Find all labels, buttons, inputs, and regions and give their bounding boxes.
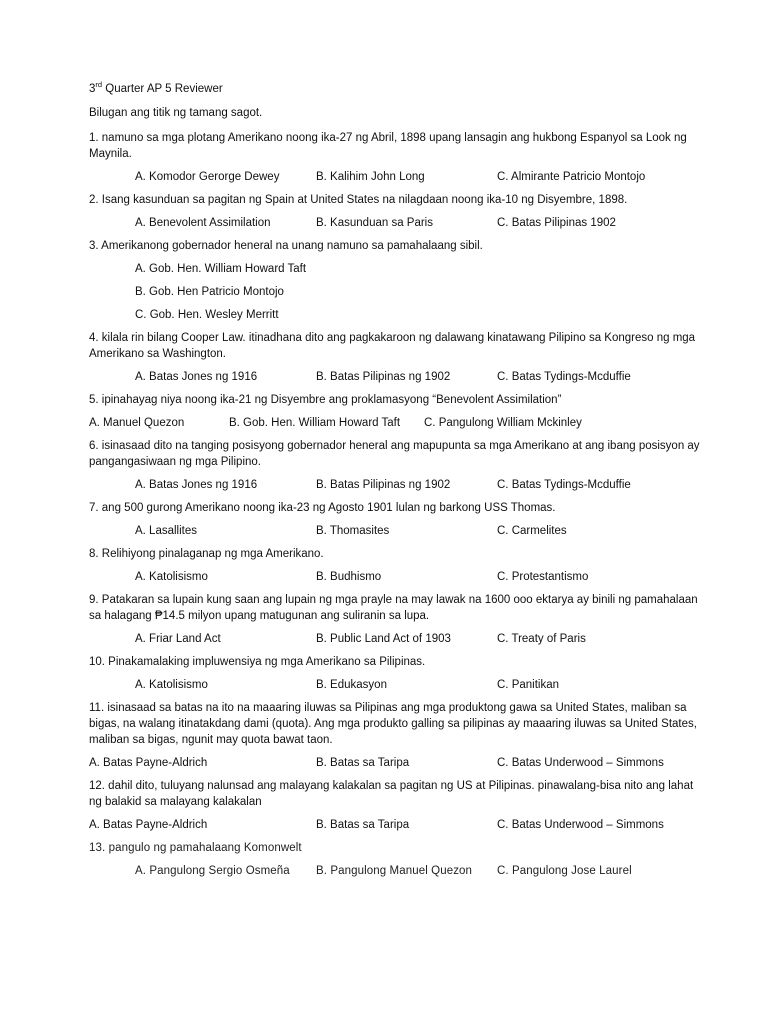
instructions: Bilugan ang titik ng tamang sagot. [89,106,263,119]
option-a: A. Lasallites [135,524,198,537]
option-a: A. Batas Payne-Aldrich [89,756,208,769]
option-c: C. Almirante Patricio Montojo [497,170,646,183]
option-c: C. Batas Pilipinas 1902 [497,216,616,229]
question-11: 11. isinasaad sa batas na ito na maaaring iluwas sa Pilipinas ang mga produktong gawa sa United States, maliban sa bigas, na walang itinatakdang dami (quota). Ang mga produkto galling sa pilipinas ay maaaring iluwas sa United States, maliban sa bigas, ngunit may quota bawat taon. [89,701,697,746]
options-7 [89,523,708,539]
question-1: 1. namuno sa mga plotang Amerikano noong ika-27 ng Abril, 1898 upang lansagin ang hukbong Espanyol sa Look ng Maynila. [89,131,687,160]
option-b: B. Kalihim John Long [316,170,425,183]
question-10: 10. Pinakamalaking impluwensiya ng mga Amerikano sa Pilipinas. [89,655,426,668]
options-6 [89,477,708,493]
option-c: C. Batas Tydings-Mcduffie [497,370,631,383]
question-4: 4. kilala rin bilang Cooper Law. itinadhana dito ang pagkakaroon ng dalawang kinatawang Pilipino sa Kongreso ng mga Amerikano sa Washington. [89,331,696,360]
option-a: A. Batas Payne-Aldrich [89,818,208,831]
option-a: A. Pangulong Sergio Osmeña [135,864,290,877]
options-13 [89,863,708,879]
option-b: B. Batas Pilipinas ng 1902 [316,478,451,491]
option-c: C. Pangulong Jose Laurel [497,864,632,877]
question-3: 3. Amerikanong gobernador heneral na unang namuno sa pamahalaang sibil. [89,239,483,252]
option-a: A. Gob. Hen. William Howard Taft [135,262,307,275]
option-b: B. Public Land Act of 1903 [316,632,451,645]
option-c: C. Batas Tydings-Mcduffie [497,478,631,491]
option-b: B. Batas sa Taripa [316,756,410,769]
option-c: C. Treaty of Paris [497,632,586,645]
option-c: C. Batas Underwood – Simmons [497,756,664,769]
option-a: A. Batas Jones ng 1916 [135,370,258,383]
options-11 [89,755,708,771]
question-2: 2. Isang kasunduan sa pagitan ng Spain at United States na nilagdaan noong ika-10 ng Disyembre, 1898. [89,193,628,206]
question-7: 7. ang 500 gurong Amerikano noong ika-23 ng Agosto 1901 lulan ng barkong USS Thomas. [89,501,556,514]
page-title [89,78,708,96]
options-9 [89,631,708,647]
options-4 [89,369,708,385]
option-b: B. Edukasyon [316,678,387,691]
option-b: B. Batas sa Taripa [316,818,410,831]
option-a: A. Katolisismo [135,570,208,583]
title-text: Quarter AP 5 Reviewer [102,82,223,95]
question-12: 12. dahil dito, tuluyang nalunsad ang malayang kalakalan sa pagitan ng US at Pilipinas. pinawalang-bisa nito ang lahat ng balakid sa malayang kalakalan [89,779,694,808]
option-b: B. Budhismo [316,570,382,583]
option-b: B. Gob. Hen Patricio Montojo [135,285,284,298]
option-a: A. Batas Jones ng 1916 [135,478,258,491]
option-a: A. Komodor Gerorge Dewey [135,170,280,183]
option-c: C. Batas Underwood – Simmons [497,818,664,831]
option-a: A. Manuel Quezon [89,416,185,429]
options-12 [89,817,708,833]
option-b: B. Pangulong Manuel Quezon [316,864,473,877]
option-a: A. Friar Land Act [135,632,221,645]
option-b: B. Gob. Hen. William Howard Taft [229,416,401,429]
question-5: 5. ipinahayag niya noong ika-21 ng Disyembre ang proklamasyong “Benevolent Assimilation” [89,393,562,406]
title-number: 3 [89,82,96,95]
question-6: 6. isinasaad dito na tanging posisyong gobernador heneral ang mapupunta sa mga Amerikano at ang ibang posisyon ay pangangasiwaan ng mga Pilipino. [89,439,700,468]
option-c: C. Carmelites [497,524,567,537]
option-b: B. Kasunduan sa Paris [316,216,433,229]
option-c: C. Panitikan [497,678,560,691]
option-c: C. Protestantismo [497,570,589,583]
option-c: C. Pangulong William Mckinley [424,416,582,429]
title-superscript: rd [95,80,103,89]
options-1 [89,169,708,185]
option-b: B. Thomasites [316,524,390,537]
question-8: 8. Relihiyong pinalaganap ng mga Amerikano. [89,547,324,560]
options-5 [89,415,708,431]
option-a: A. Benevolent Assimilation [135,216,271,229]
option-b: B. Batas Pilipinas ng 1902 [316,370,451,383]
question-13: 13. pangulo ng pamahalaang Komonwelt [89,841,302,854]
options-2 [89,215,708,231]
option-a: A. Katolisismo [135,678,208,691]
options-10 [89,677,708,693]
option-c: C. Gob. Hen. Wesley Merritt [135,308,279,321]
options-8 [89,569,708,585]
question-9: 9. Patakaran sa lupain kung saan ang lupain ng mga prayle na may lawak na 1600 ooo ektarya ay binili ng pamahalaan sa halagang ₱14.5 milyon upang matugunan ang suliranin sa lupa. [89,593,698,622]
